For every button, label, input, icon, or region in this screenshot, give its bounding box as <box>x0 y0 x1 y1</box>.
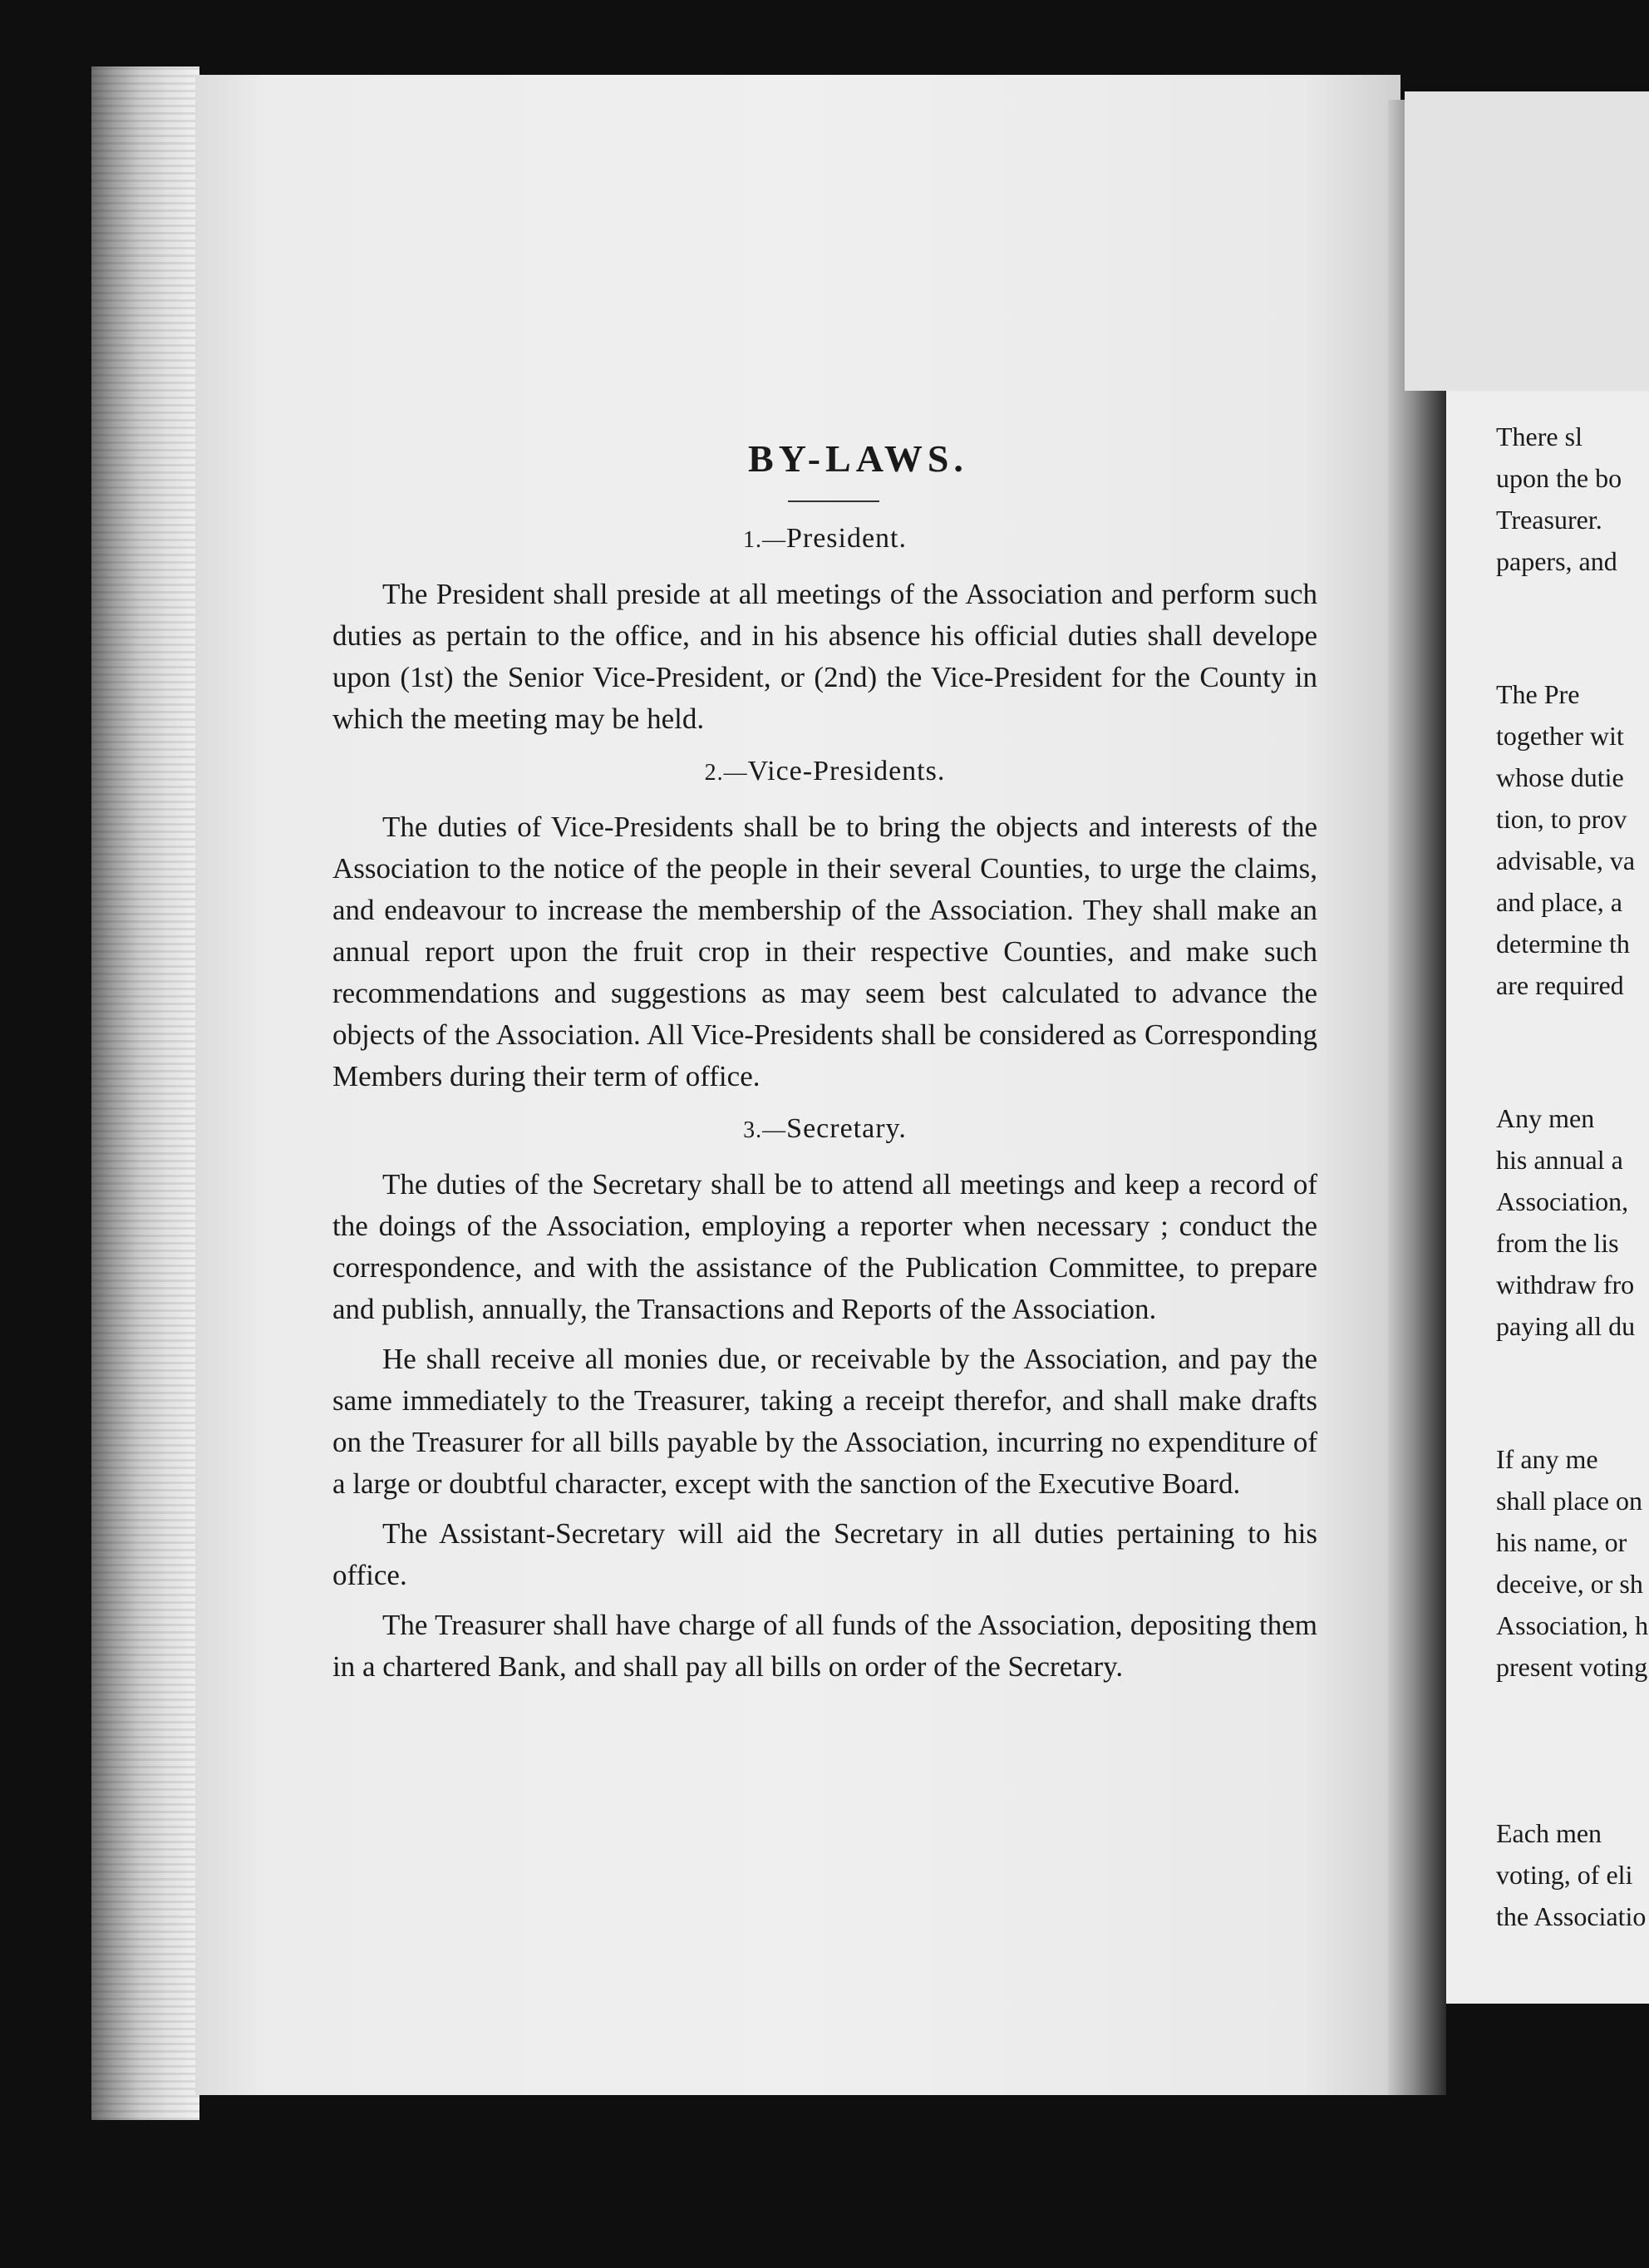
right-line: voting, of eli <box>1496 1860 1633 1890</box>
right-page-top <box>1405 91 1649 391</box>
right-line: There sl <box>1496 422 1583 451</box>
right-line: advisable, va <box>1496 846 1636 875</box>
right-line: shall place on <box>1496 1486 1642 1516</box>
right-line: Association, h <box>1496 1610 1649 1640</box>
title-divider <box>788 500 879 502</box>
section-heading <box>332 522 1317 557</box>
right-line: withdraw fro <box>1496 1270 1635 1299</box>
right-line: The Pre <box>1496 679 1580 709</box>
right-line: Association, <box>1496 1186 1629 1216</box>
right-line: from the lis <box>1496 1228 1619 1258</box>
right-line: determine th <box>1496 929 1630 959</box>
right-line: Treasurer. <box>1496 505 1602 535</box>
right-line: papers, and <box>1496 546 1617 576</box>
paragraph: The President shall preside at all meetings of the Association and perform such duties as pertain to the office, and in his absence his official duties shall develope upon (1st) the Senior Vice-President, or (2nd) the Vice-President for the County in which the meeting may be held. <box>332 578 1317 735</box>
right-line: together wit <box>1496 721 1624 751</box>
right-line: his name, or <box>1496 1527 1627 1557</box>
right-line: deceive, or sh <box>1496 1569 1643 1599</box>
section-number: 2.— <box>704 760 748 786</box>
paragraph: The Treasurer shall have charge of all funds of the Association, depositing them in a chartered Bank, and shall pay all bills on order of the Secretary. <box>332 1609 1317 1683</box>
section-title: President. <box>785 523 908 554</box>
right-line: paying all du <box>1496 1311 1636 1341</box>
right-page-text <box>1496 416 1649 1937</box>
right-line: upon the bo <box>1496 463 1622 493</box>
left-page-content <box>332 432 1317 1696</box>
right-block-2 <box>1496 673 1649 1006</box>
section-secretary <box>332 1112 1317 1688</box>
section-title: Secretary. <box>786 1113 907 1144</box>
section-number: 3.— <box>743 1117 787 1143</box>
book-gutter <box>1388 100 1446 2095</box>
book-edge <box>91 67 199 2120</box>
right-line: Any men <box>1496 1103 1595 1133</box>
section-heading <box>332 1112 1317 1147</box>
section-vice-presidents <box>332 755 1317 1097</box>
right-line: and place, a <box>1496 887 1622 917</box>
section-title: Vice-Presidents. <box>747 756 946 786</box>
section-heading <box>332 755 1317 790</box>
section-president <box>332 522 1317 740</box>
paragraph: The duties of the Secretary shall be to attend all meetings and keep a record of the doings of the Association, employing a reporter when necessary ; conduct the correspondence, and with the assistance of the Publication Committee, to prepare and publish, annually, the Transactions and Reports of the Association. <box>332 1168 1317 1325</box>
right-block-4 <box>1496 1438 1649 1688</box>
section-number: 1.— <box>742 527 786 553</box>
right-block-1 <box>1496 416 1649 582</box>
right-block-5 <box>1496 1812 1649 1937</box>
right-line: his annual a <box>1496 1145 1623 1175</box>
page-title: BY-LAWS. <box>748 437 968 480</box>
right-line: whose dutie <box>1496 762 1624 792</box>
right-line: present voting <box>1496 1652 1648 1682</box>
right-line: Each men <box>1496 1818 1602 1848</box>
paragraph: The duties of Vice-Presidents shall be to bring the objects and interests of the Association to the notice of the people in their several Counties, to urge the claims, and endeavour to increase the membership of the Association. They shall make an annual report upon the fruit crop in their respective Counties, and make such recommendations and suggestions as may seem best calculated to advance the objects of the Association. All Vice-Presidents shall be considered as Corresponding Members during their term of office. <box>332 811 1317 1092</box>
right-line: the Associatio <box>1496 1901 1647 1931</box>
right-block-3 <box>1496 1097 1649 1347</box>
right-line: are required <box>1496 970 1624 1000</box>
right-line: If any me <box>1496 1444 1598 1474</box>
paragraph: The Assistant-Secretary will aid the Secretary in all duties pertaining to his office. <box>332 1517 1317 1591</box>
right-line: tion, to prov <box>1496 804 1627 834</box>
paragraph: He shall receive all monies due, or receivable by the Association, and pay the same immediately to the Treasurer, taking a receipt therefor, and shall make drafts on the Treasurer for all bills payable by the Association, incurring no expenditure of a large or doubtful character, except with the sanction of the Executive Board. <box>332 1343 1317 1500</box>
